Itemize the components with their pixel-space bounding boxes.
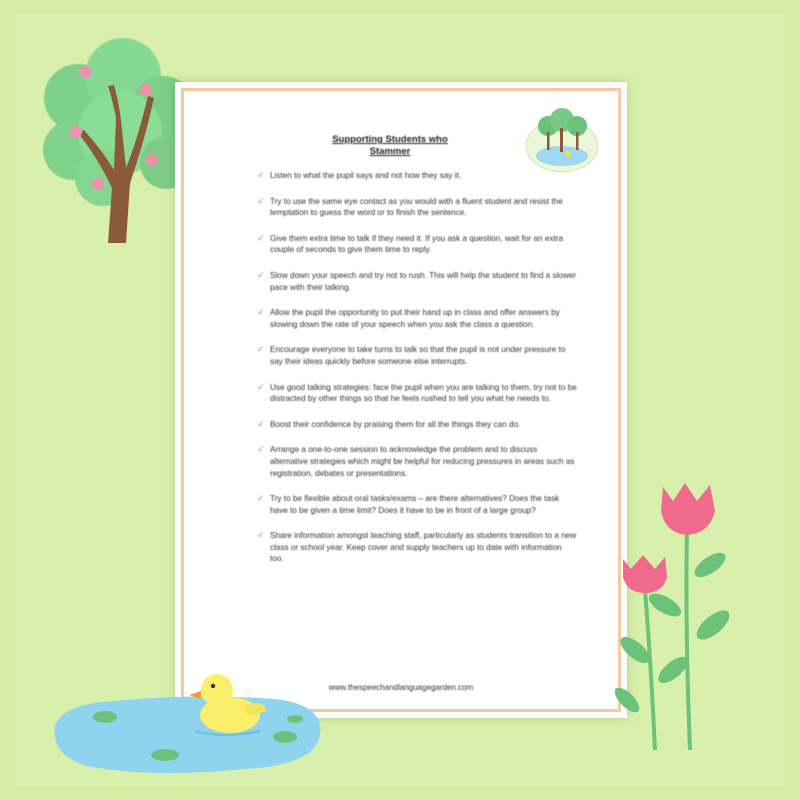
checkmark-icon: ✓ [257,195,265,206]
handout-sheet [175,82,627,718]
checkmark-icon: ✓ [257,530,265,541]
checkmark-icon: ✓ [257,307,265,318]
list-item: ✓ Try to be flexible about oral tasks/exams – are there alternatives? Does the task have to be given a time limit? Does it have to be in front of a large group? [257,493,560,515]
list-item: ✓ Encourage everyone to take turns to talk so that the pupil is not under pressure to say their ideas quickly before someone else interrupts. [257,344,566,366]
garden-logo-icon [522,104,602,174]
list-item: ✓ Use good talking strategies: face the pupil when you are talking to them, try not to be distracted by other things so that he feels rushed to tell you what he needs to. [257,381,577,404]
list-item: ✓ Try to use the same eye contact as you would with a fluent student and resist the temptation to guess the word or to finish the sentence. [257,195,563,218]
document-title [310,134,470,158]
list-item: ✓ Listen to what the pupil says and not how they say it. [257,170,462,180]
checkmark-icon: ✓ [257,344,265,355]
checkmark-icon: ✓ [257,170,265,180]
checkmark-icon: ✓ [257,418,265,429]
list-item: ✓ Slow down your speech and try not to rush. This will help the student to find a slower pace with their talking. [257,269,577,292]
title-line-1: Supporting Students who [332,134,448,145]
list-item: ✓ Arrange a one-to-one session to acknowledge the problem and to discuss alternative strategies which might be helpful for reducing pressures in areas such as registration, debates or presentations. [257,444,575,478]
checkmark-icon: ✓ [257,232,265,243]
tips-list [257,170,577,565]
footer-url: www.thespeechandlanguagegarden.com [328,683,474,692]
list-item: ✓ Give them extra time to talk if they need it. If you ask a question, wait for an extra couple of seconds to give them time to reply. [257,232,564,255]
title-line-2: Stammer [369,146,411,157]
checkmark-icon: ✓ [257,381,265,392]
duck-pond-icon [45,665,330,780]
list-item: ✓ Boost their confidence by praising them for all the things they can do. [257,418,521,429]
checkmark-icon: ✓ [257,269,265,280]
checkmark-icon: ✓ [257,493,265,504]
tulip-flowers-icon [615,475,745,750]
list-item: ✓ Share information amongst teaching staff, particularly as students transition to a new class or school year. Keep cover and supply teachers up to date with information too. [257,530,577,564]
list-item: ✓ Allow the pupil the opportunity to put their hand up in class and offer answers by slowing down the rate of your speech when you ask the class a question. [257,307,560,329]
checkmark-icon: ✓ [257,444,265,455]
